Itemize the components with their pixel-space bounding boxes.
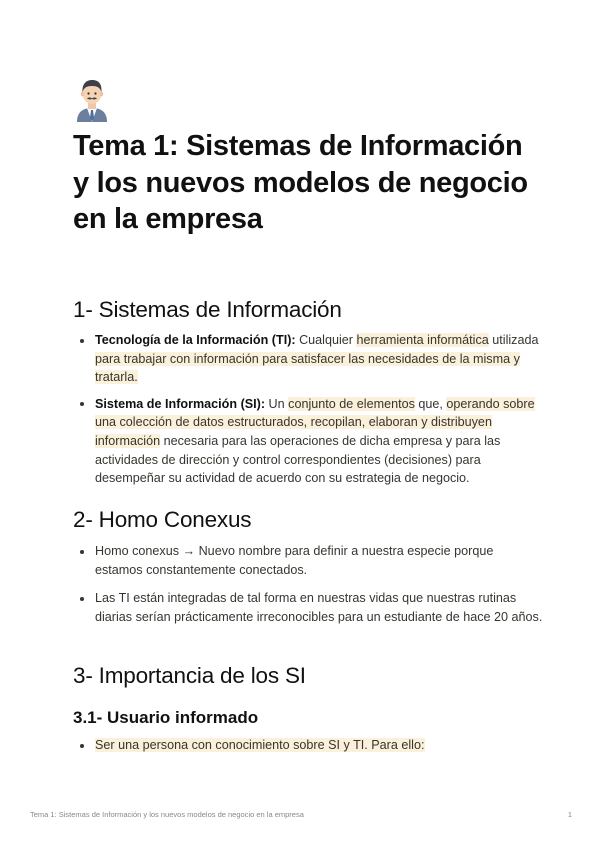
subsection-heading-usuario: 3.1- Usuario informado xyxy=(73,708,259,727)
list-item: Tecnología de la Información (TI): Cualquier herramienta informática utilizada para trabajar con información para satisfacer las necesidades de la misma y tratarla. xyxy=(73,331,543,387)
section-heading-importancia: 3- Importancia de los SI xyxy=(73,663,306,688)
bullet-list-usuario xyxy=(73,736,543,763)
list-item: Sistema de Información (SI): Un conjunto de elementos que, operando sobre una colección de datos estructurados, recopilan, elaboran y distribuyen información necesaria para las operaciones de dicha empresa y para las actividades de dirección y control correspondientes (decisiones) para desempeñar su actividad de acuerdo con su estrategia de negocio. xyxy=(73,395,543,488)
footer-title: Tema 1: Sistemas de Información y los nuevos modelos de negocio en la empresa xyxy=(30,810,304,819)
list-item: Ser una persona con conocimiento sobre SI y TI. Para ello: xyxy=(73,736,543,755)
section-heading-homo-conexus: 2- Homo Conexus xyxy=(73,507,252,532)
list-item: Homo conexus → Nuevo nombre para definir a nuestra especie porque estamos constantemente conectados. xyxy=(73,542,543,579)
page-title: Tema 1: Sistemas de Información y los nuevos modelos de negocio en la empresa xyxy=(73,130,528,235)
man-office-worker-icon xyxy=(73,78,111,122)
section-heading-sistemas: 1- Sistemas de Información xyxy=(73,297,342,322)
page-number: 1 xyxy=(567,810,572,819)
bullet-list-sistemas xyxy=(73,331,543,496)
bullet-list-homo-conexus xyxy=(73,542,543,634)
list-item: Las TI están integradas de tal forma en nuestras vidas que nuestras rutinas diarias serían prácticamente irreconocibles para un estudiante de hace 20 años. xyxy=(73,589,543,626)
